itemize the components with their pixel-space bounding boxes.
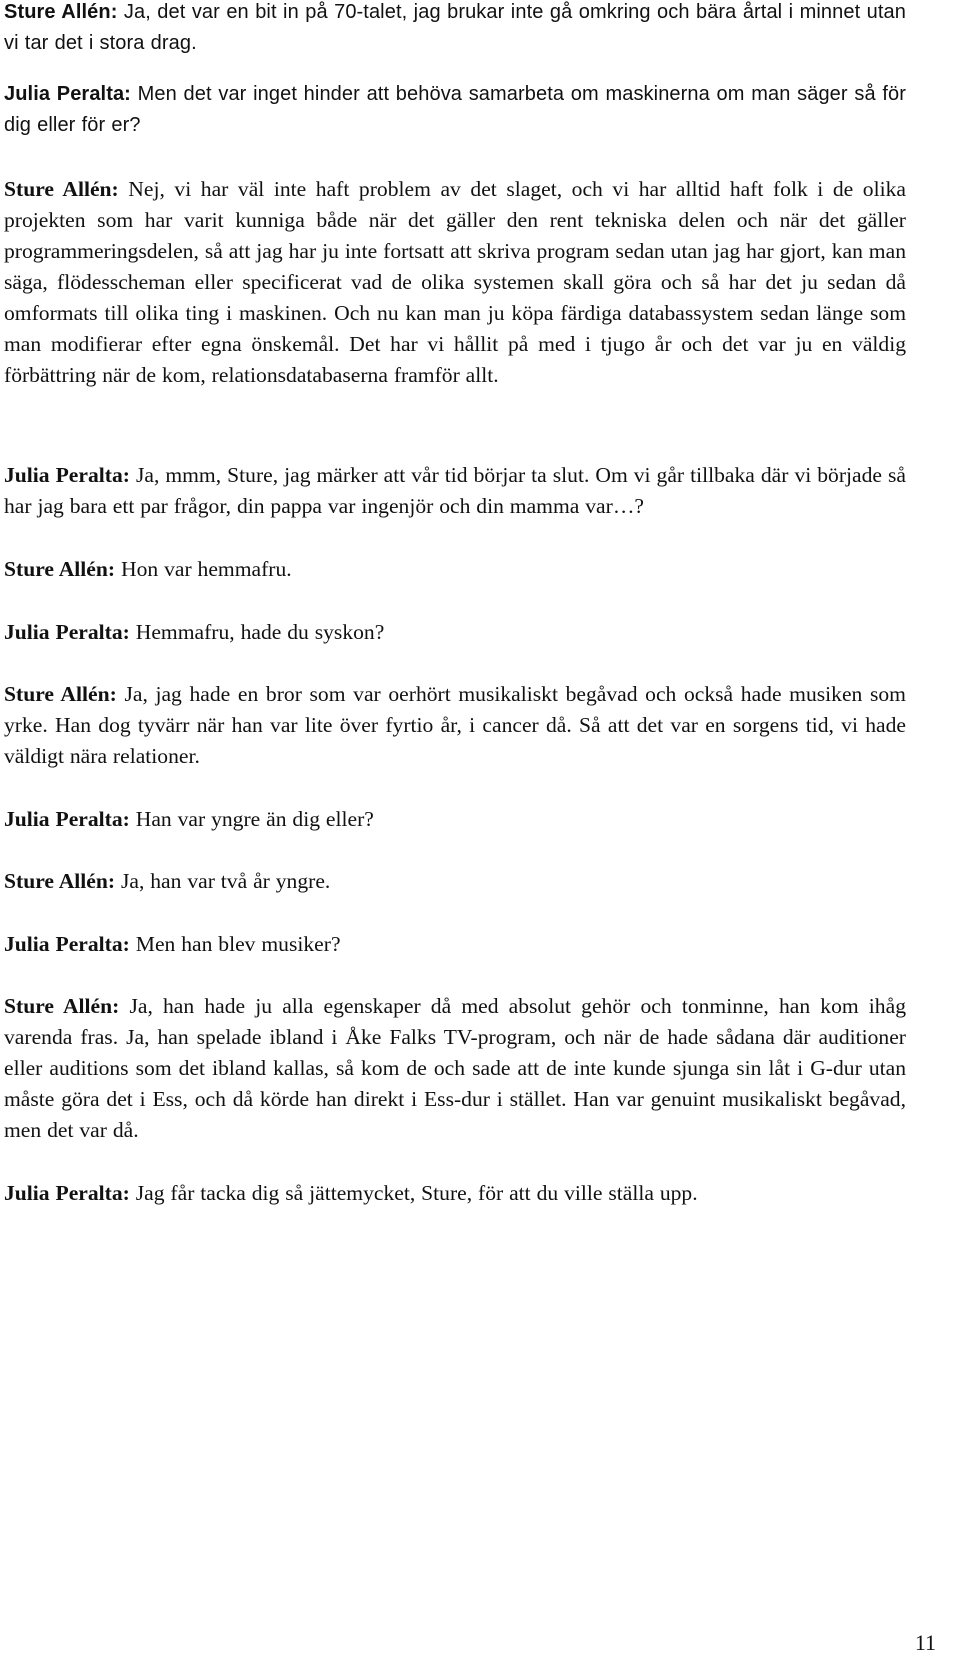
speaker-name: Julia Peralta:: [4, 620, 130, 644]
transcript-turn: [4, 0, 906, 59]
speaker-name: Julia Peralta:: [4, 463, 130, 487]
transcript-turn: [4, 79, 906, 141]
turn-text: Hon var hemmafru.: [115, 557, 292, 581]
transcript-turn: [4, 460, 906, 522]
page-number: 11: [914, 1630, 936, 1655]
transcript-turn: [4, 1178, 698, 1209]
turn-text: Ja, han var två år yngre.: [115, 869, 331, 893]
transcript-turn: [4, 679, 906, 772]
turn-text: Men det var inget hinder att behöva samarbeta om maskinerna om man säger så för dig eller för er?: [4, 83, 907, 136]
turn-text: Hemmafru, hade du syskon?: [129, 620, 385, 644]
turn-text: Ja, mmm, Sture, jag märker att vår tid börjar ta slut. Om vi går tillbaka där vi började så har jag bara ett par frågor, din pappa var ingenjör och din mamma var…?: [4, 463, 906, 518]
speaker-name: Sture Allén:: [4, 682, 117, 706]
transcript-turn: [4, 554, 292, 585]
speaker-name: Julia Peralta:: [4, 932, 130, 956]
speaker-name: Sture Allén:: [4, 557, 116, 581]
turn-text: Ja, det var en bit in på 70-talet, jag brukar inte gå omkring och bära årtal i minnet utan vi tar det i stora drag.: [4, 1, 906, 54]
turn-text: Nej, vi har väl inte haft problem av det slaget, och vi har alltid haft folk i de olika projekten som har varit kunniga både när det gäller den rent tekniska delen och när det gäller programmeringsdelen, så att jag har ju inte fortsatt att skriva program sedan utan jag har gjort, kan man säga, flödesscheman eller specificerat vad de olika systemen skall göra och så har det ju sedan då omformats till olika ting i maskinen. Och nu kan man ju köpa färdiga databassystem sedan länge som man modifierar efter egna önskemål. Det har vi hållit på med i tjugo år och det var ju en väldig förbättring när de kom, relationsdatabaserna framför allt.: [4, 177, 906, 387]
speaker-name: Julia Peralta:: [4, 807, 130, 831]
speaker-name: Sture Allén:: [4, 869, 116, 893]
speaker-name: Sture Allén:: [4, 994, 120, 1018]
turn-text: Ja, han hade ju alla egenskaper då med absolut gehör och tonminne, han kom ihåg varenda fras. Ja, han spelade ibland i Åke Falks TV-program, och när de hade sådana där auditioner eller auditions som det ibland kallas, så kom de och sade att de inte kunde sjunga sin låt i G-dur utan måste göra det i Ess, och då körde han direkt i Ess-dur i stället. Han var genuint musikaliskt begåvad, men det var då.: [4, 994, 906, 1142]
transcript-turn: [4, 929, 341, 960]
transcript-turn: [4, 991, 906, 1146]
transcript-turn: [4, 804, 374, 835]
speaker-name: Sture Allén:: [4, 177, 119, 201]
speaker-name: Julia Peralta:: [4, 1181, 130, 1205]
transcript-turn: [4, 617, 384, 648]
turn-text: Han var yngre än dig eller?: [129, 807, 374, 831]
transcript-turn: [4, 174, 906, 391]
speaker-name: Julia Peralta:: [4, 83, 131, 105]
turn-text: Ja, jag hade en bror som var oerhört musikaliskt begåvad och också hade musiken som yrke. Han dog tyvärr när han var lite över fyrtio år, i cancer då. Så att det var en sorgens tid, vi hade väldigt nära relationer.: [4, 682, 906, 768]
transcript-turn: [4, 866, 330, 897]
turn-text: Jag får tacka dig så jättemycket, Sture, för att du ville ställa upp.: [129, 1181, 698, 1205]
speaker-name: Sture Allén:: [4, 1, 118, 23]
turn-text: Men han blev musiker?: [129, 932, 341, 956]
